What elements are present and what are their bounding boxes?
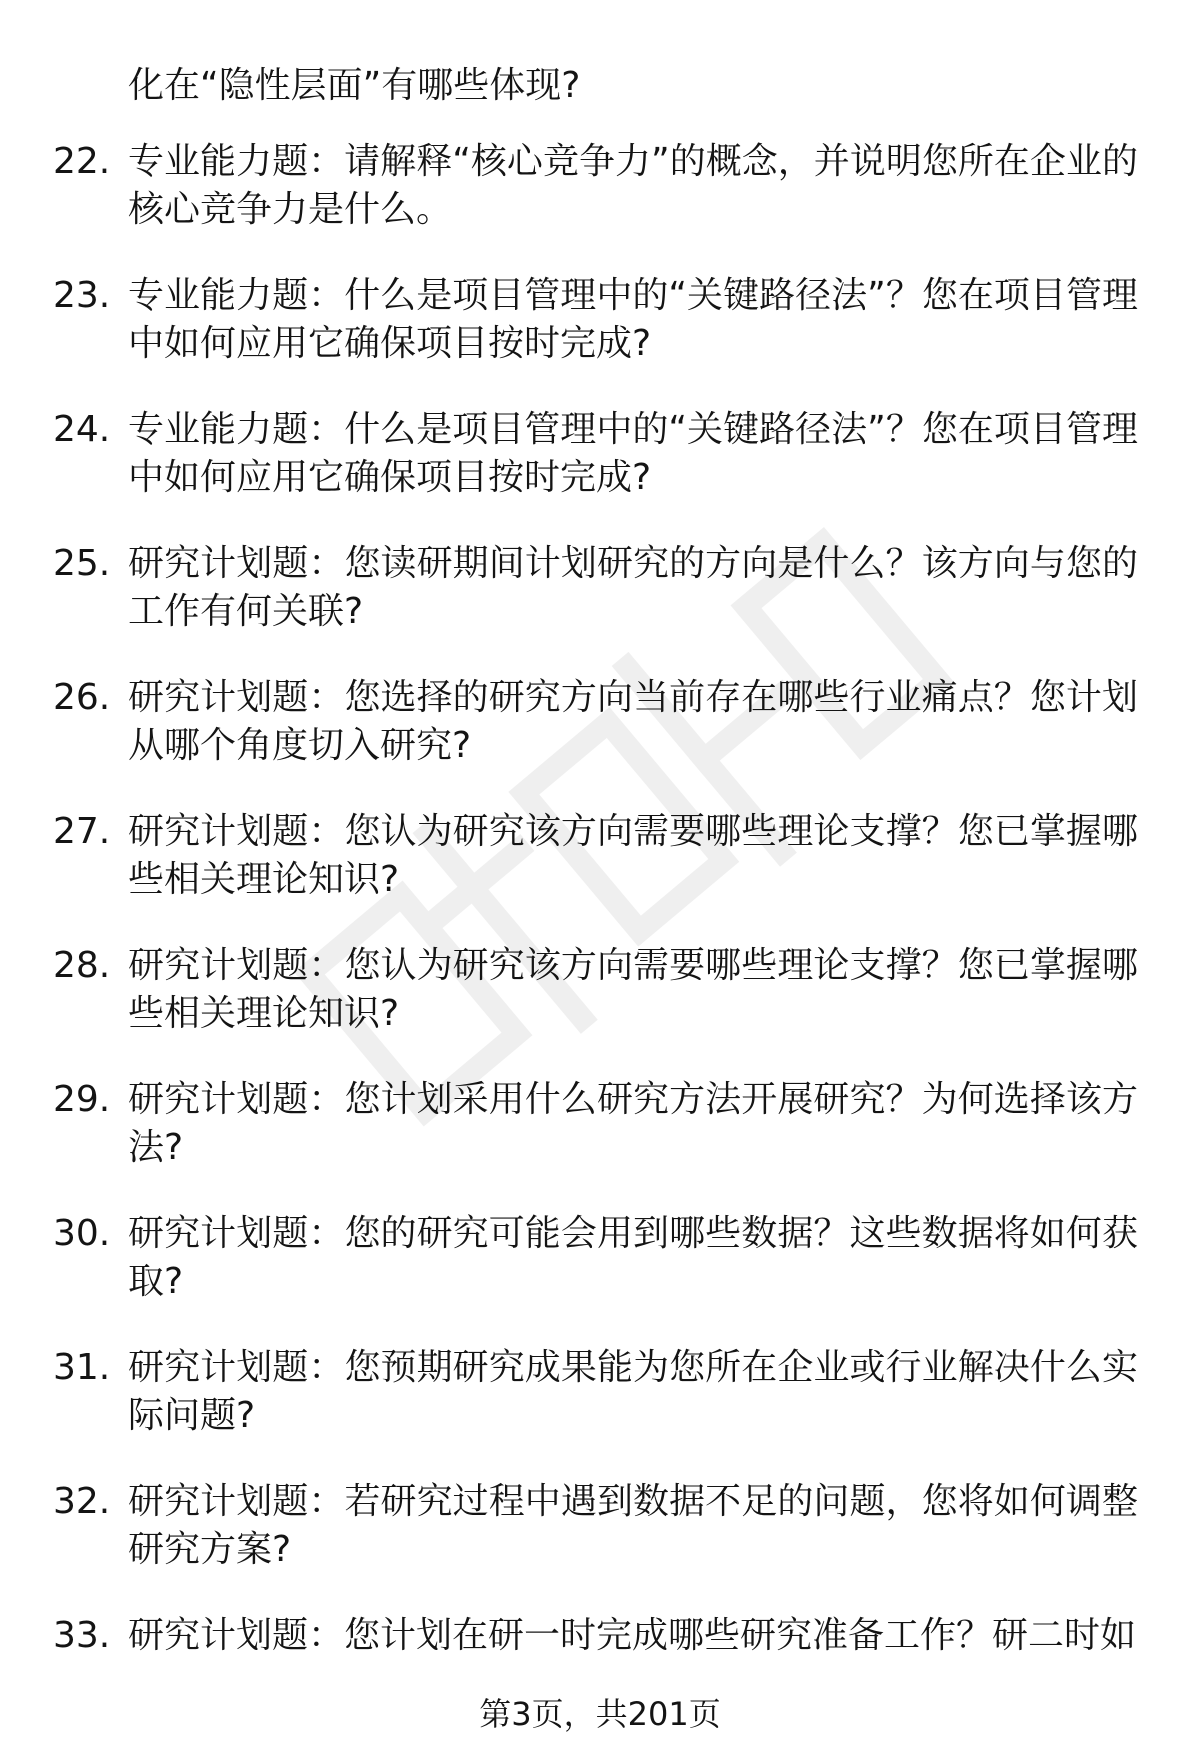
continued-question-text: 化在“隐性层面”有哪些体现? xyxy=(128,65,581,106)
question-item xyxy=(0,1210,1200,1344)
question-text: 研究计划题：您的研究可能会用到哪些数据？这些数据将如何获取? xyxy=(128,1213,1138,1302)
question-text: 研究计划题：您认为研究该方向需要哪些理论支撑？您已掌握哪些相关理论知识? xyxy=(128,945,1138,1034)
question-number: 30. xyxy=(53,1213,111,1254)
question-number: 26. xyxy=(53,677,111,718)
question-item xyxy=(0,674,1200,808)
question-text: 研究计划题：您预期研究成果能为您所在企业或行业解决什么实际问题? xyxy=(128,1347,1138,1436)
question-number: 25. xyxy=(53,543,111,584)
question-number: 23. xyxy=(53,275,111,316)
question-text: 研究计划题：您读研期间计划研究的方向是什么？该方向与您的工作有何关联? xyxy=(128,543,1138,632)
question-item xyxy=(0,540,1200,674)
question-number: 31. xyxy=(53,1347,111,1388)
question-text: 专业能力题：什么是项目管理中的“关键路径法”？您在项目管理中如何应用它确保项目按时完成? xyxy=(128,409,1138,498)
question-text: 研究计划题：若研究过程中遇到数据不足的问题，您将如何调整研究方案? xyxy=(128,1481,1138,1570)
question-text: 研究计划题：您计划在研一时完成哪些研究准备工作？研二时如 xyxy=(128,1615,1137,1656)
question-text: 专业能力题：什么是项目管理中的“关键路径法”？您在项目管理中如何应用它确保项目按时完成? xyxy=(128,275,1138,364)
question-text: 研究计划题：您计划采用什么研究方法开展研究？为何选择该方法? xyxy=(128,1079,1138,1168)
question-number: 29. xyxy=(53,1079,111,1120)
question-number: 33. xyxy=(53,1615,111,1656)
question-number: 24. xyxy=(53,409,111,450)
question-number: 22. xyxy=(53,141,111,182)
question-number: 32. xyxy=(53,1481,111,1522)
question-text: 研究计划题：您认为研究该方向需要哪些理论支撑？您已掌握哪些相关理论知识? xyxy=(128,811,1138,900)
page-footer: 第3页，共201页 xyxy=(479,1695,721,1733)
question-number: 27. xyxy=(53,811,111,852)
question-list xyxy=(0,138,1200,1746)
question-item xyxy=(0,808,1200,942)
question-number: 28. xyxy=(53,945,111,986)
question-item xyxy=(0,1076,1200,1210)
question-item xyxy=(0,1344,1200,1478)
question-item xyxy=(0,942,1200,1076)
question-text: 研究计划题：您选择的研究方向当前存在哪些行业痛点？您计划从哪个角度切入研究? xyxy=(128,677,1138,766)
question-text: 专业能力题：请解释“核心竞争力”的概念，并说明您所在企业的核心竞争力是什么。 xyxy=(128,141,1138,230)
question-item xyxy=(0,138,1200,272)
question-item xyxy=(0,272,1200,406)
question-item xyxy=(0,1478,1200,1612)
question-item xyxy=(0,406,1200,540)
